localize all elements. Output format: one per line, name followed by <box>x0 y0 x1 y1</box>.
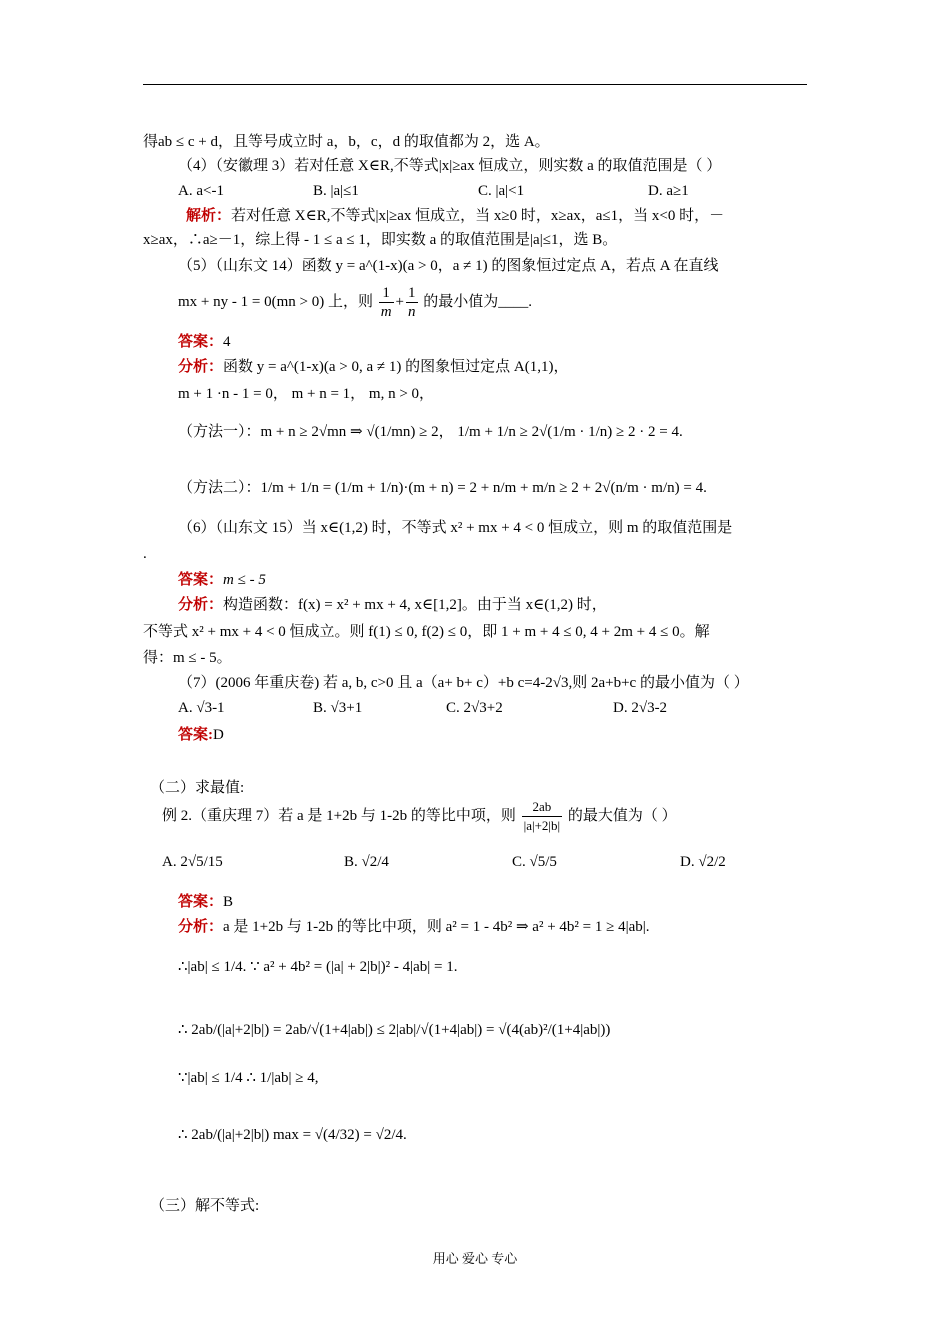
q7-stem: （7）(2006 年重庆卷) 若 a, b, c>0 且 a（a+ b+ c）+b c=4-2√3,则 2a+b+c 的最小值为（ ） <box>178 675 749 691</box>
example2-stem-a: 例 2.（重庆理 7）若 a 是 1+2b 与 1-2b 的等比中项，则 <box>162 808 516 824</box>
q6-analysis-label: 分析： <box>178 597 224 613</box>
example2-fraction: $\frac{2ab}{|a|+2|b|}$ <box>523 799 561 834</box>
example2-answer-label: 答案： <box>178 894 224 910</box>
q6-analysis-line1 <box>178 595 607 615</box>
example2-stem-b: 的最大值为（ ） <box>567 808 677 824</box>
example2-analysis-label: 分析： <box>178 919 224 935</box>
q6-answer-label: 答案： <box>178 572 224 588</box>
example2-option-a: A. 2√5/15 <box>162 854 223 870</box>
q5-method2-formula: 1/m + 1/n = (1/m + 1/n)·(m + n) = 2 + n/m + m/n ≥ 2 + 2√(n/m · m/n) = 4. <box>260 480 707 496</box>
q7-answer-value: D <box>213 727 224 743</box>
q7-option-c: C. 2√3+2 <box>446 700 503 716</box>
q5-analysis-line2: m + 1 ·n - 1 = 0， m + n = 1， m, n > 0， <box>178 386 435 402</box>
continuation-line: 得ab ≤ c + d，且等号成立时 a，b，c，d 的取值都为 2，选 A。 <box>143 134 550 150</box>
q5-analysis-label: 分析： <box>178 359 224 375</box>
q5-stem-line2a: mx + ny - 1 = 0(mn > 0) 上，则 <box>178 294 373 310</box>
q5-fraction-1m: $\frac{1}{m}$ <box>380 285 392 321</box>
q4-analysis-line1 <box>186 206 724 226</box>
q6-analysis-line3: 得：m ≤ - 5。 <box>143 650 232 666</box>
q6-answer <box>178 570 266 590</box>
q5-stem-line1: （5）（山东文 14）函数 y = a^(1-x)(a > 0，a ≠ 1) 的图象恒过定点 A，若点 A 在直线 <box>178 258 719 274</box>
example2-stem <box>162 796 677 836</box>
q5-answer-value: 4 <box>223 334 231 350</box>
example2-answer-value: B <box>223 894 234 910</box>
q7-answer <box>178 725 224 745</box>
q7-option-a: A. √3-1 <box>178 700 225 716</box>
example2-option-d: D. √2/2 <box>680 854 726 870</box>
q6-analysis-line2: 不等式 x² + mx + 4 < 0 恒成立。则 f(1) ≤ 0, f(2) ≤ 0，即 1 + m + 4 ≤ 0, 4 + 2m + 4 ≤ 0。解 <box>143 624 710 640</box>
example2-option-c: C. √5/5 <box>512 854 557 870</box>
q5-answer-label: 答案： <box>178 334 224 350</box>
q4-option-c: C. |a|<1 <box>478 183 525 199</box>
section2-title: （二）求最值: <box>150 780 245 796</box>
example2-analysis-text1: a 是 1+2b 与 1-2b 的等比中项，则 a² = 1 - 4b² ⇒ a² + 4b² = 1 ≥ 4|ab|. <box>223 919 650 935</box>
q5-method1-formula: m + n ≥ 2√mn ⇒ √(1/mn) ≥ 2， 1/m + 1/n ≥ 2√(1/m · 1/n) ≥ 2 · 2 = 4. <box>260 424 683 440</box>
q7-option-b: B. √3+1 <box>313 700 363 716</box>
q6-stem: （6）（山东文 15）当 x∈(1,2) 时，不等式 x² + mx + 4 < 0 恒成立，则 m 的取值范围是 <box>178 520 733 536</box>
section3-title: （三）解不等式: <box>150 1198 260 1214</box>
example2-step1: ∴|ab| ≤ 1/4. ∵ a² + 4b² = (|a| + 2|b|)² - 4|ab| = 1. <box>178 959 458 975</box>
q5-analysis-line1 <box>178 357 568 377</box>
q5-method2 <box>178 478 707 498</box>
q6-stem-end: . <box>143 546 147 562</box>
q4-analysis-text1: 若对任意 X∈R,不等式|x|≥ax 恒成立，当 x≥0 时，x≥ax，a≤1，当 x<0 时，－ <box>231 208 725 224</box>
q5-stem-line2: mx + ny - 1 = 0(mn > 0) 上，则 $\frac{1}{m}$ + $\frac{1}{n}$ 的最小值为____. <box>178 285 533 321</box>
q5-method1-label: （方法一）： <box>178 424 261 440</box>
q5-analysis-text1: 函数 y = a^(1-x)(a > 0, a ≠ 1) 的图象恒过定点 A(1,1)， <box>223 359 569 375</box>
q4-analysis-label: 解析： <box>186 208 232 224</box>
q6-analysis-text1: 构造函数：f(x) = x² + mx + 4, x∈[1,2]。由于当 x∈(1,2) 时， <box>223 597 607 613</box>
example2-step4: ∴ 2ab/(|a|+2|b|) max = √(4/32) = √2/4. <box>178 1127 407 1143</box>
example2-option-b: B. √2/4 <box>344 854 389 870</box>
q4-option-a: A. a<-1 <box>178 183 224 199</box>
q5-method1 <box>178 422 683 442</box>
example2-step3: ∵|ab| ≤ 1/4 ∴ 1/|ab| ≥ 4, <box>178 1070 319 1086</box>
q4-stem: （4）（安徽理 3）若对任意 X∈R,不等式|x|≥ax 恒成立，则实数 a 的取值范围是（ ） <box>178 158 722 174</box>
q4-analysis-line2: x≥ax，∴a≥－1，综上得 - 1 ≤ a ≤ 1，即实数 a 的取值范围是|a|≤1，选 B。 <box>143 232 618 248</box>
q5-stem-line2b: 的最小值为____. <box>423 294 533 310</box>
q5-method2-label: （方法二）： <box>178 480 261 496</box>
footer: 用心 爱心 专心 <box>432 1251 518 1266</box>
q7-option-d: D. 2√3-2 <box>613 700 668 716</box>
q6-answer-value: m ≤ - 5 <box>223 572 266 588</box>
q7-answer-label: 答案: <box>178 727 213 743</box>
header-rule <box>143 84 807 85</box>
example2-analysis-line1 <box>178 917 650 937</box>
example2-answer <box>178 892 233 912</box>
q4-option-d: D. a≥1 <box>648 183 689 199</box>
q4-option-b: B. |a|≤1 <box>313 183 359 199</box>
q5-answer <box>178 332 231 352</box>
example2-step2: ∴ 2ab/(|a|+2|b|) = 2ab/√(1+4|ab|) ≤ 2|ab|/√(1+4|ab|) = √(4(ab)²/(1+4|ab|)) <box>178 1022 611 1038</box>
q5-fraction-1n: $\frac{1}{n}$ <box>408 285 416 321</box>
